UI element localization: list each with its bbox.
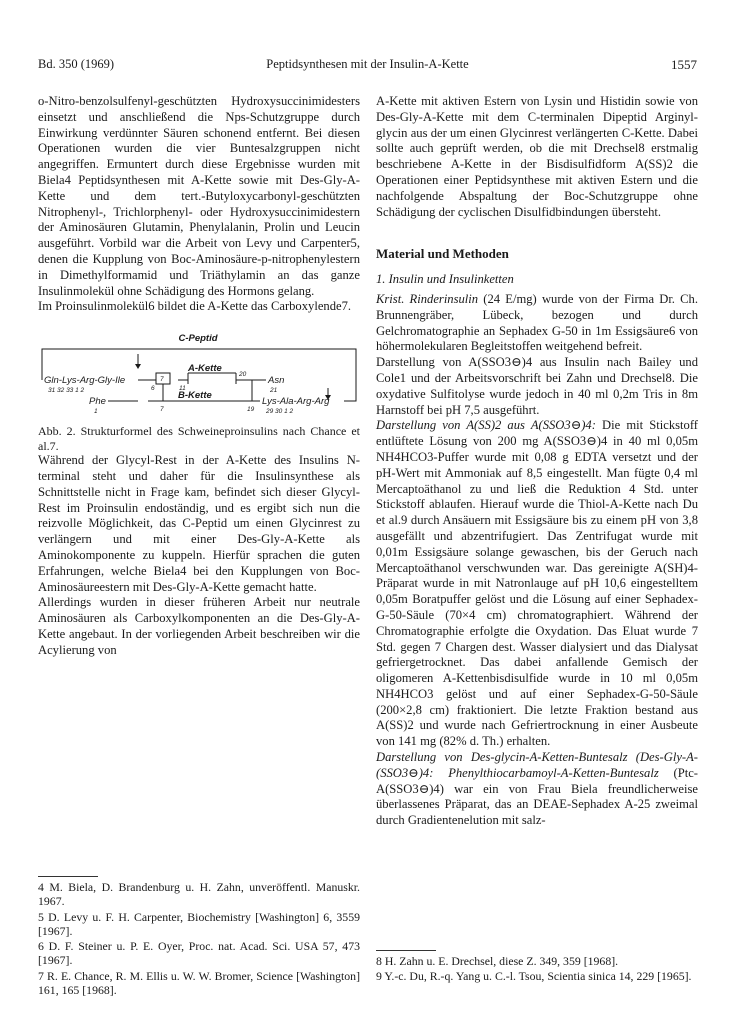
footnote: 7 R. E. Chance, R. M. Ellis u. W. W. Bromer, Science [Washington] 161, 165 [1968]. [38,968,360,998]
label-19: 19 [247,406,255,414]
figure-caption: Abb. 2. Strukturformel des Schweineproinsulins nach Chance et al.7. [38,424,360,453]
paragraph-lead: Darstellung von A(SS)2 aus A(SSO3⊖)4: [376,418,596,433]
label-right-sequence: Lys-Ala-Arg-Arg [262,396,330,408]
paragraph [376,750,698,829]
footnote-rule [38,876,98,877]
footnote: 5 D. Levy u. F. H. Carpenter, Biochemistry [Washington] 6, 3559 [1967]. [38,909,360,938]
label-7b: 7 [160,406,164,414]
proinsulin-structure-diagram [38,325,360,420]
paragraph-text: (Ptc-A(SSO3⊖)4) war ein von Frau Biela freundlicherweise überlassenes Präparat, das an DEAE-Sephadex A-25 zweimal durch Gradientenelution mit salz- [376,765,698,828]
label-right-numbers: 29 30 1 2 [266,408,294,416]
paragraph: Darstellung von A(SSO3⊖)4 aus Insulin nach Bailey und Cole1 und der Arbeitsvorschrift bei Zahn und Drechsel8. Die oxydative Sulfitolyse wurde jedoch in 40 ml 0,2m Tris in 8m Harnstoff bei pH 7,5 ausgeführt. [376,355,698,417]
label-c-peptid: C-Peptid [178,333,218,345]
footnote-rule [376,950,436,951]
footnote: 4 M. Biela, D. Brandenburg u. H. Zahn, unveröffentl. Manuskr. 1967. [38,880,360,909]
proinsulin-structure-figure [38,325,360,420]
paragraph [376,418,698,750]
journal-volume: Bd. 350 (1969) [38,57,115,71]
footnote: 9 Y.-c. Du, R.-q. Yang u. C.-l. Tsou, Scientia sinica 14, 229 [1965]. [376,969,692,984]
paragraph [376,292,698,355]
running-title: Peptidsynthesen mit der Insulin-A-Kette [266,57,469,71]
label-left-numbers: 31 32 33 1 2 [48,387,85,395]
label-20: 20 [239,371,247,379]
paragraph: Im Proinsulinmolekül6 bildet die A-Kette das Carboxylende7. [38,299,352,314]
page-number: 1557 [671,57,697,72]
paragraph: Allerdings wurden in dieser früheren Arbeit nur neutrale Aminosäuren als Carboxylkomponenten an die Des-Gly-A-Kette angebaut. In der vorliegenden Arbeit beschreiben wir die Acylierung von [38,595,360,657]
label-left-sequence: Gln-Lys-Arg-Gly-Ile [44,375,126,387]
label-phe: Phe [89,396,106,408]
label-asn: Asn [268,375,285,387]
footnote: 8 H. Zahn u. E. Drechsel, diese Z. 349, 359 [1968]. [376,954,619,968]
section-heading: Material und Methoden [376,246,509,262]
footnotes-left [38,880,360,998]
paragraph-lead: Krist. Rinderinsulin [376,291,479,306]
label-b-kette: B-Kette [178,390,212,402]
paragraph: Während der Glycyl-Rest in der A-Kette des Insulins N-terminal steht und daher für die Insulinsynthese als Schnittstelle nicht in Frage kam, befindet sich dieser Glycyl-Rest im Proinsulin endoständig, und es ergibt sich nun die reizvolle Möglichkeit, das C-Peptid um einen Glycinrest zu verlängern und mit einer Des-Gly-A-Kette als Aminokomponente zu kuppeln. Hierfür sprachen die guten Erfahrungen, welche Biela4 bei den Kupplungen von Boc-Aminosäureestern mit Des-Gly-A-Kette gemacht hatte. [38,453,360,594]
footnotes-right [376,954,698,985]
paragraph-lead: Darstellung von Des-glycin-A-Ketten-Buntesalz (Des-Gly-A-(SSO3⊖)4: Phenylthiocarbamoyl-A-Ketten-Buntesalz [376,750,698,780]
paragraph-text: (24 E/mg) wurde von der Firma Dr. Ch. Brunnengräber, Lübeck, bezogen und durch Gelchromatographie an Sephadex G-50 in 1m Essigsäure6 von höhermolekularen Begleitstoffen weitgehend befreit. [376,291,698,354]
footnote: 6 D. F. Steiner u. P. E. Oyer, Proc. nat. Acad. Sci. USA 57, 473 [1967]. [38,939,360,968]
right-column [376,94,698,829]
label-a-kette: A-Kette [188,363,222,375]
label-7: 7 [160,376,164,384]
paragraph-text: Die mit Stickstoff entlüftete Lösung von 200 mg A(SSO3⊖)4 in 40 ml 0,05m NH4HCO3-Puffer wurde mit 0,08 g EDTA versetzt und der pH-Wert mit Ammoniak auf 8,5 eingestellt. Man fügte 0,4 ml Mercaptoäthanol zu und ließ die Reduktion 4 Std. unter Stickstoff ablaufen. Hierauf wurde die Thiol-A-Kette nach Du et al.9 durch Ansäuern mit Essigsäure bis zu einem pH von 3,8 ausgefällt und abzentrifugiert. Das Zentrifugat wurde mit 0,01m Essigsäure solange gewaschen, bis der Geruch nach Mercaptoäthanol verschwunden war. Das gereinigte A(SH)4-Präparat wurde in mit Natronlauge auf pH 10,6 eingestelltem 0,05m Boratpuffer gelöst und die Lösung auf einer Sephadex-G-50-Säule (70×4 cm) chromatographiert. Während der Chromatographie erfolgte die Oxydation. Das Eluat wurde 7 Std. gegen 7 Chargen dest. Wasser dialysiert und das Dialysat gefriergetrocknet. Das dabei anfallende Gemisch der oligomeren A-Kettenbisdisulfide wurde in 10 ml 0,05m NH4HCO3 gelöst und auf einer Sephadex-G-50-Säule (200×2,8 cm) fraktioniert. Die letzte Fraktion bestand aus A(SS)2 und wurde nach Gefriertrocknung in einer Ausbeute von 141 mg (82% d. Th.) erhalten. [376,418,698,749]
paragraph: o-Nitro-benzolsulfenyl-geschützten Hydroxysuccinimidesters einsetzt und anschließend die Nps-Schutzgruppe durch Einwirkung verdünnter Säuren schonend entfernt. Bei diesen Operationen wurden die vier Buntesalzgruppen nicht angegriffen. Ermuntert durch diese Ergebnisse wurden mit Biela4 Peptidsynthesen mit A-Kette sowie mit Des-Gly-A-Kette und dem tert.-Butyloxycarbonyl-geschützten Nitrophenyl-, Trichlorphenyl- oder Hydroxysuccinimidestern der Aminosäuren Glutamin, Phenylalanin, Prolin und Leucin ausgeführt. Vorbild war die Arbeit von Levy und Carpenter5, denen die Kupplung von Boc-Aminosäure-p-nitrophenylestern in Dimethylformamid und Triäthylamin an das ganze Insulinmolekül ohne Schädigung des Hormons gelang. [38,94,360,298]
label-6: 6 [151,385,155,393]
label-11: 11 [179,385,186,393]
paragraph: A-Kette mit aktiven Estern von Lysin und Histidin sowie von Des-Gly-A-Kette mit dem C-terminalen Dipeptid Arginyl-glycin aus der um einen Glycinrest verlängerten C-Kette. Dabei sollte auch geprüft werden, ob die mit Drechsel8 erstmalig beschriebene A-Kette in der Bisdisulfidform A(SS)2 die Operationen einer Peptidsynthese mit aktiven Estern und die nachfolgende Abspaltung der Boc-Schutzgruppe ohne Schädigung der cyclischen Disulfidbindungen übersteht. [376,94,698,219]
label-21: 21 [270,387,278,395]
label-1: 1 [94,408,98,416]
left-column [38,94,360,659]
subsection-heading: 1. Insulin und Insulinketten [376,272,514,287]
